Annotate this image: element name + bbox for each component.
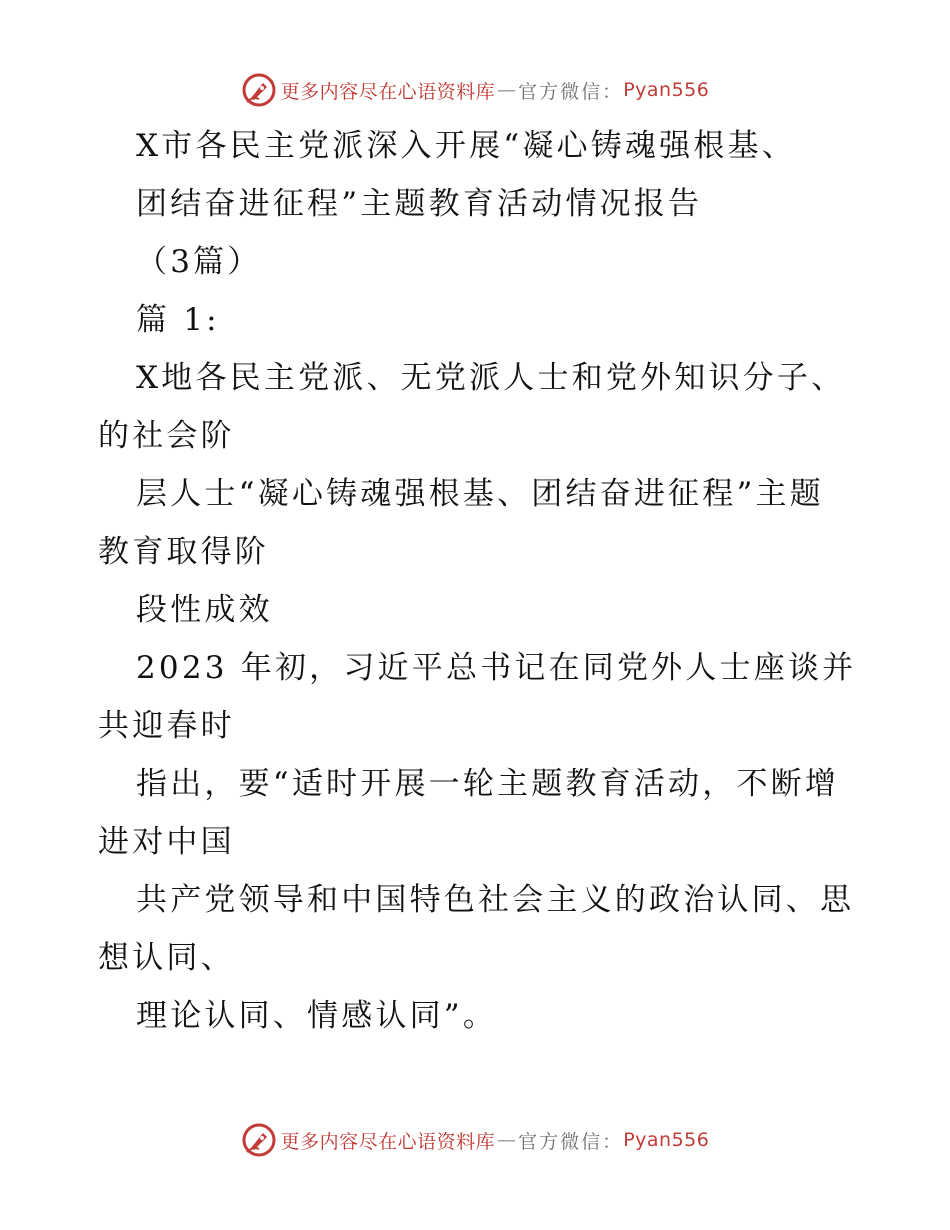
text-line: 理论认同、情感认同”。 [136, 998, 498, 1034]
text-line: X地各民主党派、无党派人士和党外知识分子、 [136, 360, 846, 396]
text-line: 指出，要“适时开展一轮主题教育活动，不断增 [136, 766, 840, 802]
watermark-dash: — [497, 1129, 517, 1151]
watermark-wechat-id: Pyan556 [623, 79, 710, 101]
watermark-brand-text: 更多内容尽在心语资料库 [280, 80, 496, 103]
text-line: 共产党领导和中国特色社会主义的政治认同、思 [136, 882, 855, 918]
watermark-label: 官方微信： [518, 1130, 624, 1153]
watermark-brand-text: 更多内容尽在心语资料库 [280, 1130, 496, 1153]
title-line-1: X市各民主党派深入开展“凝心铸魂强根基、 [136, 128, 796, 164]
text-line: 层人士“凝心铸魂强根基、团结奋进征程”主题 [136, 476, 824, 512]
text-line: 进对中国 [98, 824, 235, 860]
pen-nib-logo-icon [241, 72, 277, 108]
watermark-dash: — [497, 79, 517, 101]
title-line-3: （3篇） [136, 244, 262, 280]
header-watermark [0, 70, 950, 110]
watermark-wechat-id: Pyan556 [623, 1129, 710, 1151]
title-line-2: 团结奋进征程”主题教育活动情况报告 [136, 186, 703, 222]
text-line: 2023 年初，习近平总书记在同党外人士座谈并 [136, 650, 857, 686]
text-line: 的社会阶 [98, 418, 235, 454]
watermark-label: 官方微信： [518, 80, 624, 103]
section-heading: 篇 1: [136, 302, 220, 338]
text-line: 想认同、 [98, 940, 235, 976]
text-line: 教育取得阶 [98, 534, 269, 570]
text-line: 共迎春时 [98, 708, 235, 744]
text-line: 段性成效 [136, 592, 273, 628]
pen-nib-logo-icon [241, 1122, 277, 1158]
footer-watermark [0, 1120, 950, 1160]
